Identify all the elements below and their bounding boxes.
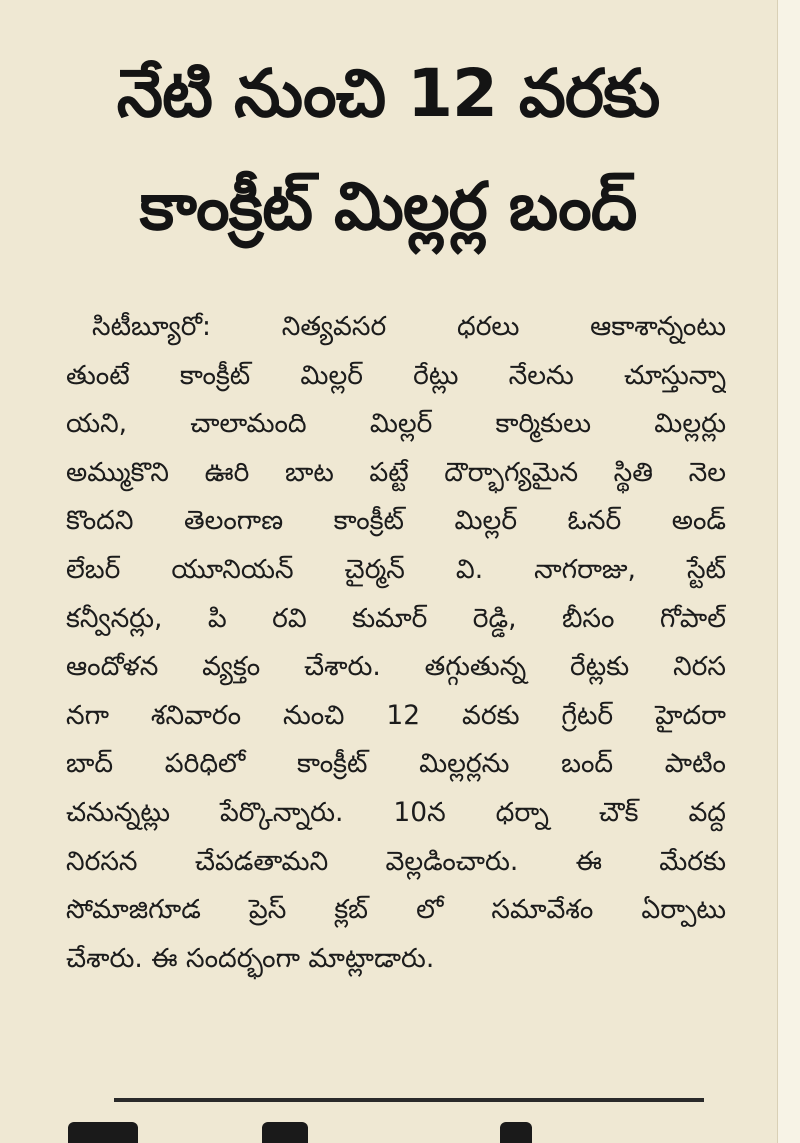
body-line: చనున్నట్లు పేర్కొన్నారు. 10న ధర్నా చౌక్ వద్ద (66, 796, 726, 828)
body-line: అమ్ముకొని ఊరి బాట పట్టే దౌర్భాగ్యమైన స్థితి నెల (66, 456, 726, 488)
body-line: బాద్ పరిధిలో కాంక్రీట్ మిల్లర్లను బంద్ పాటిం (66, 748, 726, 780)
divider-rule (114, 1098, 704, 1102)
body-line: సిటీబ్యూరో: నిత్యవసర ధరలు ఆకాశాన్నంటు (92, 311, 726, 342)
cut-off-next-headline (500, 1122, 532, 1143)
cut-off-next-headline (68, 1122, 138, 1143)
body-line: కొందని తెలంగాణ కాంక్రీట్ మిల్లర్ ఓనర్ అండ్ (66, 505, 726, 537)
body-line: కన్వీనర్లు, పి రవి కుమార్ రెడ్డి, బీసం గోపాల్ (66, 602, 726, 634)
headline-line-2: కాంక్రీట్ మిల్లర్ల బంద్ (139, 168, 637, 245)
body-line: యని, చాలామంది మిల్లర్ కార్మికులు మిల్లర్లు (66, 408, 726, 440)
body-line: నగా శనివారం నుంచి 12 వరకు గ్రేటర్ హైదరా (66, 699, 726, 731)
body-line: లేబర్ యూనియన్ చైర్మన్ వి. నాగరాజు, స్టేట్ (66, 553, 726, 585)
body-line: సోమాజిగూడ ప్రెస్ క్లబ్ లో సమావేశం ఏర్పాటు (66, 894, 726, 926)
article-body (66, 303, 726, 983)
cut-off-next-headline (262, 1122, 308, 1143)
headline-line-1: నేటి నుంచి 12 వరకు (116, 55, 660, 132)
body-line: ఆందోళన వ్యక్తం చేశారు. తగ్గుతున్న రేట్లకు నిరస (66, 651, 726, 683)
page-edge (777, 0, 800, 1143)
body-line: చేశారు. ఈ సందర్భంగా మాట్లాడారు. (66, 942, 435, 974)
body-line: తుంటే కాంక్రీట్ మిల్లర్ రేట్లు నేలను చూస్తున్నా (66, 359, 726, 391)
body-line: నిరసన చేపడతామని వెల్లడించారు. ఈ మేరకు (66, 845, 726, 877)
